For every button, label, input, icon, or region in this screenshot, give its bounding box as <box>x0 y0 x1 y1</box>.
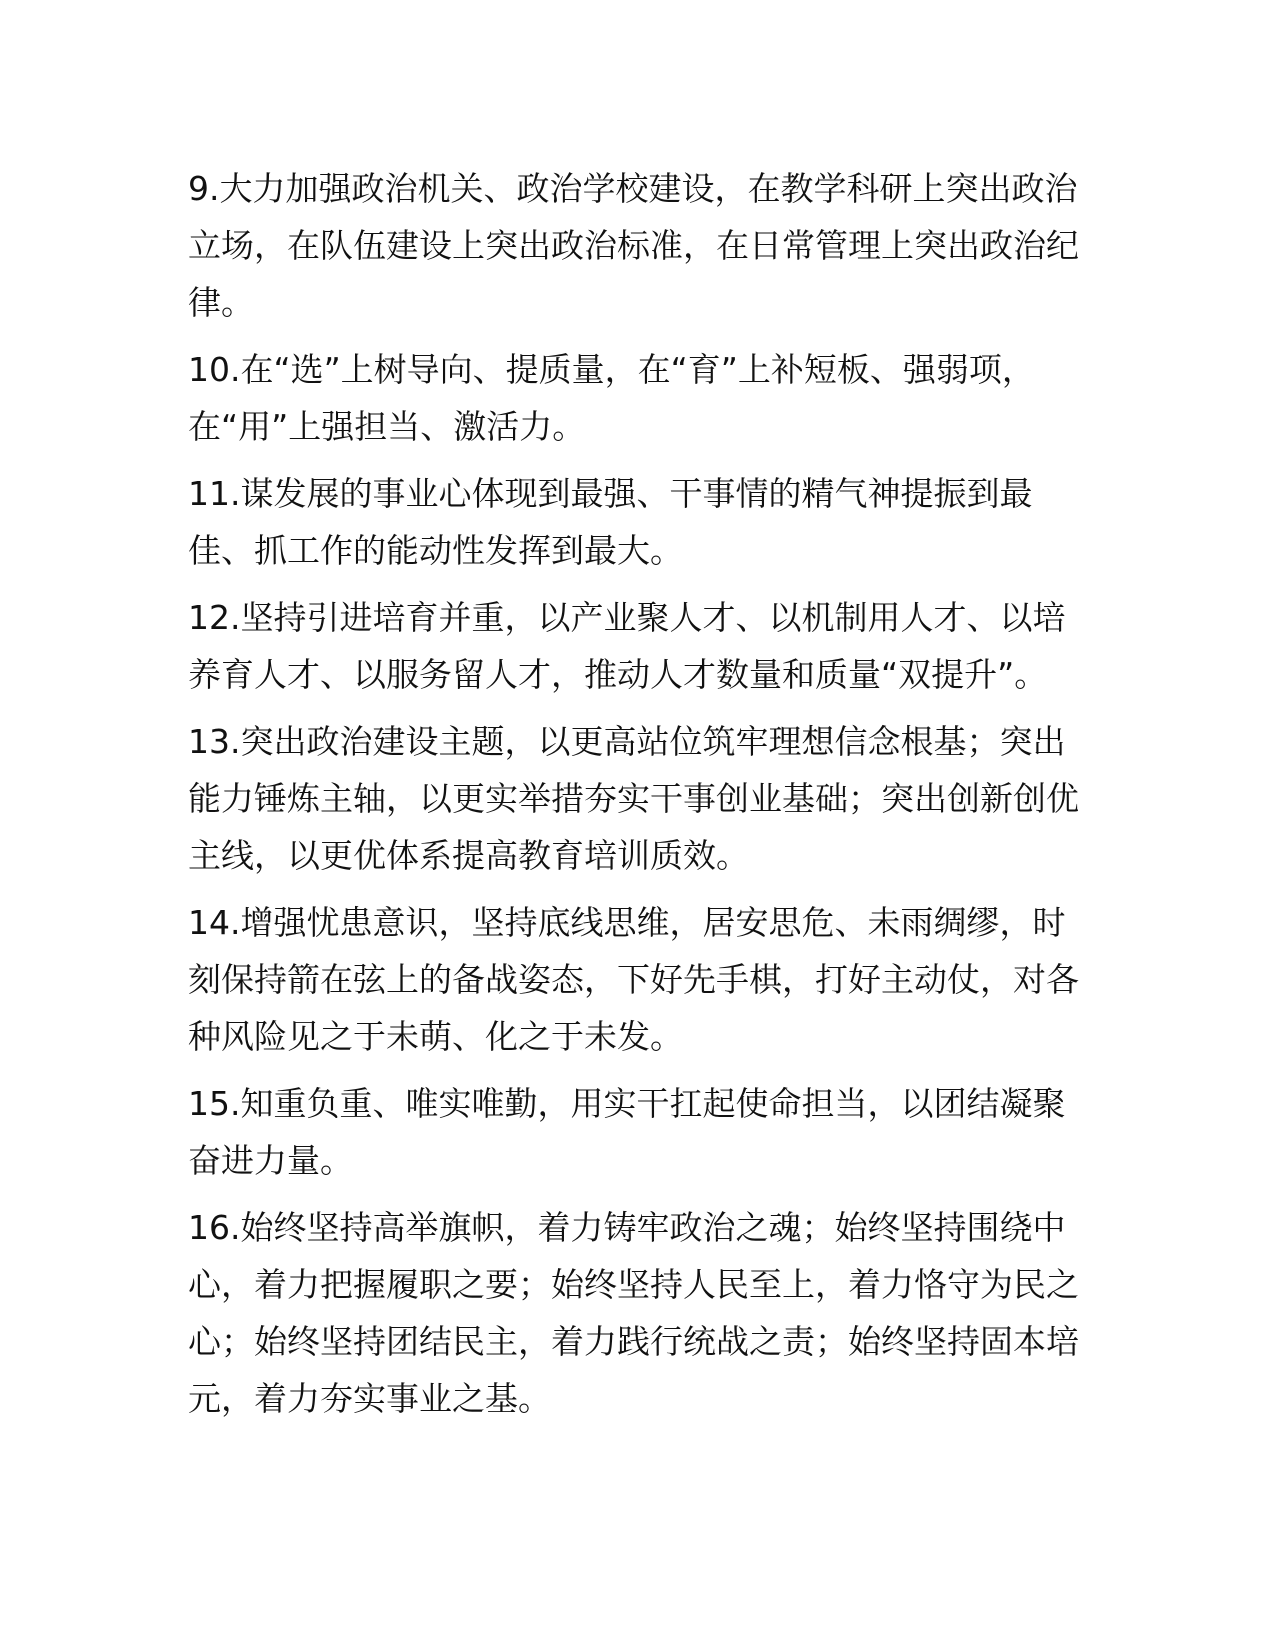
text-line: 在“用”上强担当、激活力。 <box>188 407 586 446</box>
text-line: 奋进力量。 <box>188 1141 353 1180</box>
text-line: 种风险见之于未萌、化之于未发。 <box>188 1017 683 1056</box>
text-line: 14.增强忧患意识，坚持底线思维，居安思危、未雨绸缪，时 <box>188 903 1066 942</box>
text-line: 养育人才、以服务留人才，推动人才数量和质量“双提升”。 <box>188 655 1048 694</box>
list-item-11 <box>188 465 1088 579</box>
text-line: 11.谋发展的事业心体现到最强、干事情的精气神提振到最 <box>188 474 1033 513</box>
text-line: 心，着力把握履职之要；始终坚持人民至上，着力恪守为民之 <box>188 1265 1079 1304</box>
list-item-9 <box>188 160 1088 331</box>
text-line: 16.始终坚持高举旗帜，着力铸牢政治之魂；始终坚持围绕中 <box>188 1208 1066 1247</box>
text-line: 元，着力夯实事业之基。 <box>188 1379 551 1418</box>
text-line: 刻保持箭在弦上的备战姿态，下好先手棋，打好主动仗，对各 <box>188 960 1079 999</box>
list-item-10 <box>188 341 1088 455</box>
text-line: 13.突出政治建设主题，以更高站位筑牢理想信念根基；突出 <box>188 722 1066 761</box>
text-line: 12.坚持引进培育并重，以产业聚人才、以机制用人才、以培 <box>188 598 1066 637</box>
text-line: 15.知重负重、唯实唯勤，用实干扛起使命担当，以团结凝聚 <box>188 1084 1066 1123</box>
text-line: 主线，以更优体系提高教育培训质效。 <box>188 836 749 875</box>
text-line: 立场，在队伍建设上突出政治标准，在日常管理上突出政治纪 <box>188 226 1079 265</box>
list-item-13 <box>188 713 1088 884</box>
list-item-12 <box>188 589 1088 703</box>
text-line: 9.大力加强政治机关、政治学校建设，在教学科研上突出政治 <box>188 169 1078 208</box>
text-line: 能力锤炼主轴，以更实举措夯实干事创业基础；突出创新创优 <box>188 779 1079 818</box>
text-line: 10.在“选”上树导向、提质量，在“育”上补短板、强弱项， <box>188 350 1035 389</box>
list-item-14 <box>188 894 1088 1065</box>
list-item-15 <box>188 1075 1088 1189</box>
document-body <box>188 160 1088 1437</box>
text-line: 佳、抓工作的能动性发挥到最大。 <box>188 531 683 570</box>
list-item-16 <box>188 1199 1088 1427</box>
text-line: 心；始终坚持团结民主，着力践行统战之责；始终坚持固本培 <box>188 1322 1079 1361</box>
text-line: 律。 <box>188 283 254 322</box>
